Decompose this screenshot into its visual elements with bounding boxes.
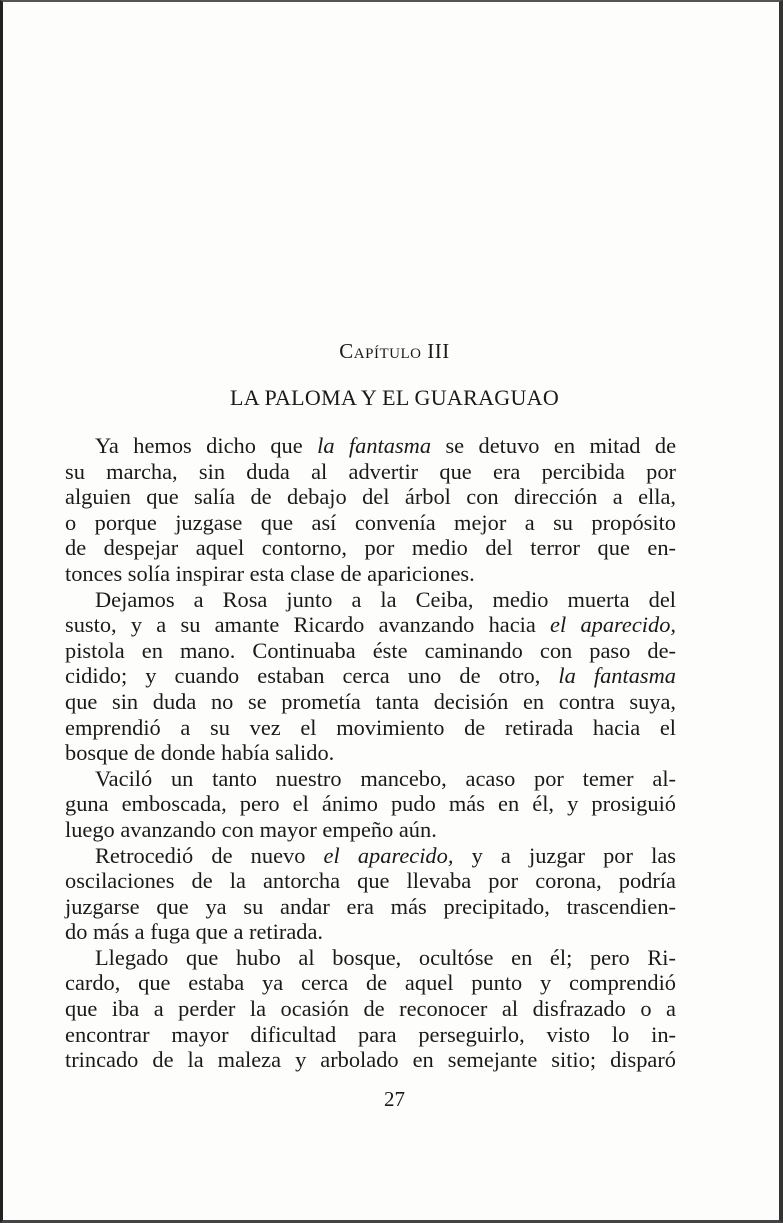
text-line: de despejar aquel contorno, por medio del terror que en- bbox=[65, 535, 676, 561]
paragraph bbox=[65, 843, 676, 945]
text-line: su marcha, sin duda al advertir que era percibida por bbox=[65, 458, 676, 484]
page-number: 27 bbox=[384, 1087, 405, 1111]
text-line: o porque juzgase que así convenía mejor a su propósito bbox=[65, 509, 676, 535]
paragraph bbox=[65, 433, 676, 587]
text-line: bosque de donde había salido. bbox=[65, 740, 335, 766]
text-line: Retrocedió de nuevo el aparecido, y a juzgar por las bbox=[95, 842, 676, 868]
paragraph bbox=[65, 945, 676, 1073]
text-line: do más a fuga que a retirada. bbox=[65, 919, 323, 945]
text-line: Dejamos a Rosa junto a la Ceiba, medio muerta del bbox=[95, 586, 676, 612]
text-line: Ya hemos dicho que la fantasma se detuvo en mitad de bbox=[95, 433, 677, 458]
text-line: luego avanzando con mayor empeño aún. bbox=[65, 816, 437, 842]
text-line: tonces solía inspirar esta clase de apariciones. bbox=[65, 560, 475, 586]
text-line: juzgarse que ya su andar era más precipitado, trascendien- bbox=[65, 893, 676, 919]
text-line: susto, y a su amante Ricardo avanzando hacia el aparecido, bbox=[65, 612, 676, 638]
text-line: alguien que salía de debajo del árbol con dirección a ella, bbox=[65, 484, 676, 510]
body-text bbox=[65, 433, 676, 1073]
text-line: emprendió a su vez el movimiento de retirada hacia el bbox=[65, 714, 676, 740]
text-line: encontrar mayor dificultad para perseguirlo, visto lo in- bbox=[65, 1021, 676, 1047]
text-line: pistola en mano. Continuaba éste caminando con paso de- bbox=[65, 637, 676, 663]
italic-phrase: el aparecido, bbox=[550, 612, 676, 638]
text-line: oscilaciones de la antorcha que llevaba por corona, podría bbox=[65, 868, 676, 894]
chapter-numeral: III bbox=[427, 339, 450, 363]
text-line: trincado de la maleza y arbolado en semejante sitio; disparó bbox=[65, 1047, 676, 1073]
chapter-label: Capítulo bbox=[339, 339, 422, 363]
chapter-heading bbox=[3, 339, 783, 364]
paragraph bbox=[65, 766, 676, 843]
text-line: cardo, que estaba ya cerca de aquel punto y comprendió bbox=[65, 970, 676, 996]
text-line: guna emboscada, pero el ánimo pudo más en él, y prosiguió bbox=[65, 791, 676, 817]
text-line: que iba a perder la ocasión de reconocer al disfrazado o a bbox=[65, 996, 676, 1022]
italic-phrase: la fantasma bbox=[558, 663, 676, 689]
text-line: que sin duda no se prometía tanta decisión en contra suya, bbox=[65, 688, 676, 714]
chapter-title: LA PALOMA Y EL GUARAGUAO bbox=[229, 385, 560, 410]
text-line: Llegado que hubo al bosque, ocultóse en él; pero Ri- bbox=[95, 944, 676, 970]
text-line: cidido; y cuando estaban cerca uno de otro, la fantasma bbox=[65, 663, 676, 689]
italic-phrase: la fantasma bbox=[317, 433, 432, 458]
text-line: Vaciló un tanto nuestro mancebo, acaso por temer al- bbox=[95, 765, 676, 791]
italic-phrase: el aparecido, bbox=[323, 842, 454, 868]
paragraph bbox=[65, 587, 676, 766]
